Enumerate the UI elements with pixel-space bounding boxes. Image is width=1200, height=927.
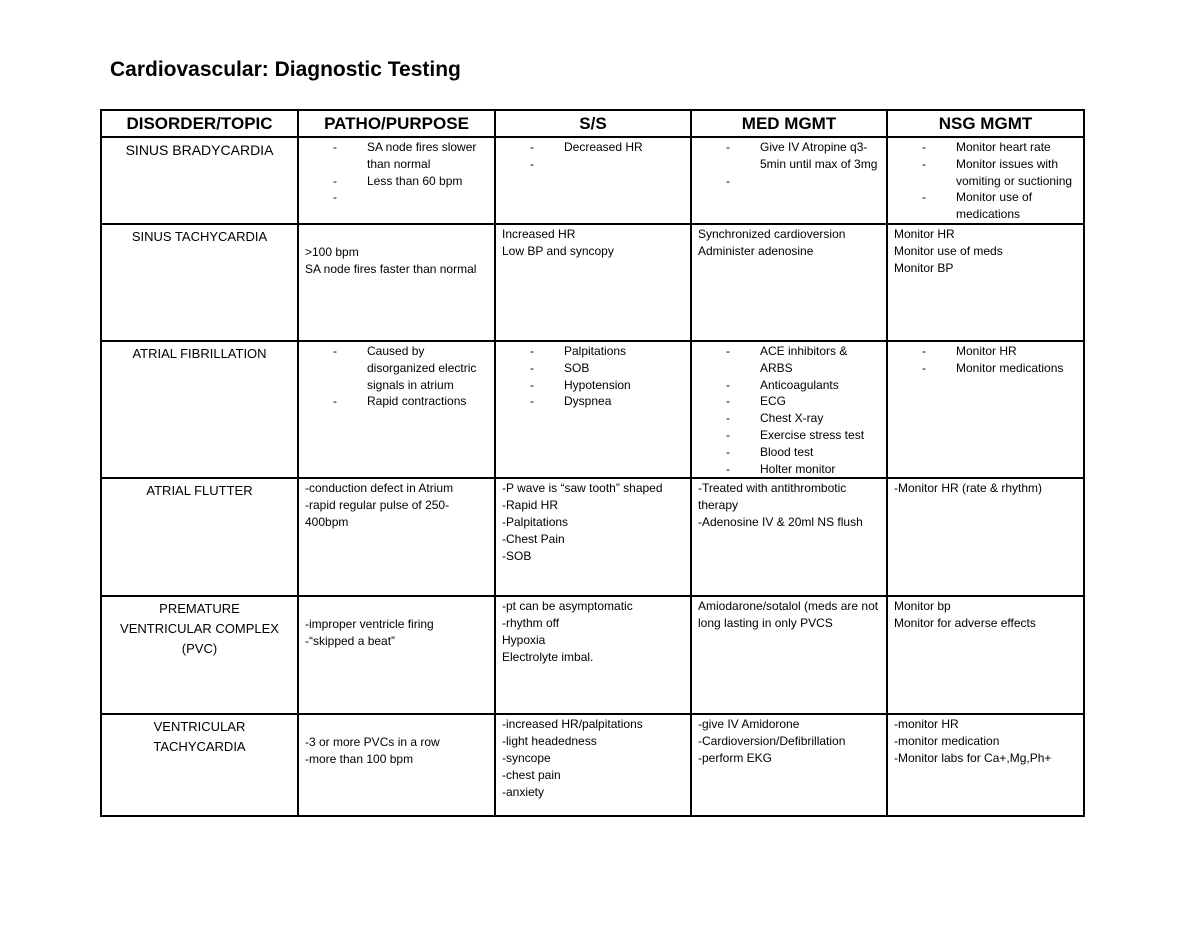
list-item: - Caused by disorganized electric signals in atrium [333, 343, 488, 393]
ss-cell [495, 341, 691, 478]
text-line: Hypoxia [502, 632, 546, 647]
header-med-mgmt: MED MGMT [691, 110, 887, 137]
header-disorder-topic: DISORDER/TOPIC [101, 110, 298, 137]
list-item: - Exercise stress test [726, 427, 880, 444]
topic-label: SINUS BRADYCARDIA [125, 142, 274, 158]
list-item: - SA node fires slower than normal [333, 139, 488, 173]
list-item: - Anticoagulants [726, 377, 880, 394]
header-row [101, 110, 1084, 137]
topic-cell [101, 137, 298, 224]
text-line: Monitor use of meds [894, 243, 1003, 258]
table-row [101, 596, 1084, 714]
table-row [101, 714, 1084, 816]
patho-cell [298, 137, 495, 224]
text-line: -more than 100 bpm [305, 752, 414, 767]
topic-label: PREMATURE [159, 601, 240, 617]
list-item: - Monitor HR [922, 343, 1077, 360]
text-line: -syncope [502, 750, 551, 765]
list-item: - ECG [726, 393, 880, 410]
list-item: - Chest X-ray [726, 410, 880, 427]
text-line: -improper ventricle firing [305, 617, 434, 632]
text-line: -Chest Pain [502, 531, 565, 546]
topic-label: ATRIAL FIBRILLATION [132, 345, 267, 361]
text-line: -anxiety [502, 784, 545, 799]
med-cell [691, 341, 887, 478]
nsg-cell [887, 341, 1084, 478]
topic-label: TACHYCARDIA [153, 739, 246, 755]
ss-cell [495, 224, 691, 341]
list-item: - ACE inhibitors & ARBS [726, 343, 880, 377]
topic-label: VENTRICULAR COMPLEX [120, 621, 279, 637]
table-row [101, 224, 1084, 341]
ss-cell [495, 137, 691, 224]
patho-cell [298, 341, 495, 478]
list-item: - Monitor use of medications [922, 189, 1077, 223]
nsg-cell [887, 137, 1084, 224]
text-line: -P wave is “saw tooth” shaped [502, 481, 663, 496]
list-item: - Decreased HR [530, 139, 684, 156]
text-line: -increased HR/palpitations [502, 717, 643, 732]
list-item: - Holter monitor [726, 461, 880, 478]
list-item: - SOB [530, 360, 684, 377]
text-line: -Palpitations [502, 514, 569, 529]
text-line: -rhythm off [502, 616, 560, 631]
list-item: - Monitor issues with vomiting or suctioning [922, 156, 1077, 190]
patho-cell [298, 714, 495, 816]
list-item: - Blood test [726, 444, 880, 461]
topic-cell [101, 224, 298, 341]
ss-cell [495, 596, 691, 714]
text-line: Synchronized cardioversion [698, 226, 846, 241]
text-line: -give IV Amidorone [698, 717, 800, 732]
table-row [101, 341, 1084, 478]
text-line: -rapid regular pulse of 250-400bpm [305, 498, 450, 529]
text-line: Amiodarone/sotalol (meds are not long lasting in only PVCS [698, 599, 879, 631]
text-line: -pt can be asymptomatic [502, 599, 633, 614]
text-line: -“skipped a beat” [305, 634, 396, 649]
text-line: -3 or more PVCs in a row [305, 735, 440, 750]
header-patho-purpose: PATHO/PURPOSE [298, 110, 495, 137]
text-line: Monitor HR [894, 226, 955, 241]
text-line: SA node fires faster than normal [305, 261, 477, 276]
list-item: - Less than 60 bpm [333, 173, 488, 190]
text-line: -Treated with antithrombotic therapy [698, 481, 847, 513]
text-line: -SOB [502, 548, 532, 563]
patho-cell [298, 224, 495, 341]
text-line: Monitor for adverse effects [894, 616, 1036, 631]
text-line: >100 bpm [305, 244, 359, 259]
text-line: -Monitor HR (rate & rhythm) [894, 481, 1043, 496]
list-item: - Dyspnea [530, 393, 684, 410]
text-line: Monitor bp [894, 599, 951, 614]
topic-label: (PVC) [181, 641, 218, 657]
nsg-cell [887, 478, 1084, 596]
med-cell [691, 478, 887, 596]
text-line: -conduction defect in Atrium [305, 481, 454, 496]
topic-label: SINUS TACHYCARDIA [131, 228, 268, 244]
ss-cell [495, 714, 691, 816]
list-item: - Rapid contractions [333, 393, 488, 410]
list-item: - Hypotension [530, 377, 684, 394]
topic-cell [101, 478, 298, 596]
text-line: -chest pain [502, 767, 561, 782]
page-title: Cardiovascular: Diagnostic Testing [110, 58, 461, 81]
topic-cell [101, 341, 298, 478]
text-line: -monitor medication [894, 734, 1000, 749]
text-line: -Cardioversion/Defibrillation [698, 734, 846, 749]
text-line: -light headedness [502, 734, 597, 749]
list-item [530, 156, 684, 173]
text-line: Increased HR [502, 226, 576, 241]
list-item [726, 173, 880, 190]
topic-cell [101, 596, 298, 714]
med-cell [691, 224, 887, 341]
text-line: Monitor BP [894, 260, 954, 275]
med-cell [691, 596, 887, 714]
topic-label: ATRIAL FLUTTER [146, 483, 253, 499]
text-line: -Rapid HR [502, 498, 559, 513]
patho-cell [298, 478, 495, 596]
text-line: -Monitor labs for Ca+,Mg,Ph+ [894, 750, 1052, 765]
list-item: - Give IV Atropine q3-5min until max of 3mg [726, 139, 880, 173]
list-item [333, 189, 488, 206]
topic-label: VENTRICULAR [153, 719, 246, 735]
header-nsg-mgmt: NSG MGMT [887, 110, 1084, 137]
header-signs-symptoms: S/S [495, 110, 691, 137]
text-line: Administer adenosine [698, 243, 814, 258]
ss-cell [495, 478, 691, 596]
nsg-cell [887, 596, 1084, 714]
nsg-cell [887, 714, 1084, 816]
text-line: Electrolyte imbal. [502, 649, 594, 664]
list-item: - Palpitations [530, 343, 684, 360]
list-item: - Monitor medications [922, 360, 1077, 377]
topic-cell [101, 714, 298, 816]
diagnostic-table [100, 109, 1085, 817]
text-line: -monitor HR [894, 717, 959, 732]
patho-cell [298, 596, 495, 714]
text-line: Low BP and syncopy [502, 243, 614, 258]
text-line: -perform EKG [698, 750, 773, 765]
nsg-cell [887, 224, 1084, 341]
table-row [101, 137, 1084, 224]
med-cell [691, 137, 887, 224]
med-cell [691, 714, 887, 816]
text-line: -Adenosine IV & 20ml NS flush [698, 514, 863, 529]
table-row [101, 478, 1084, 596]
list-item: - Monitor heart rate [922, 139, 1077, 156]
